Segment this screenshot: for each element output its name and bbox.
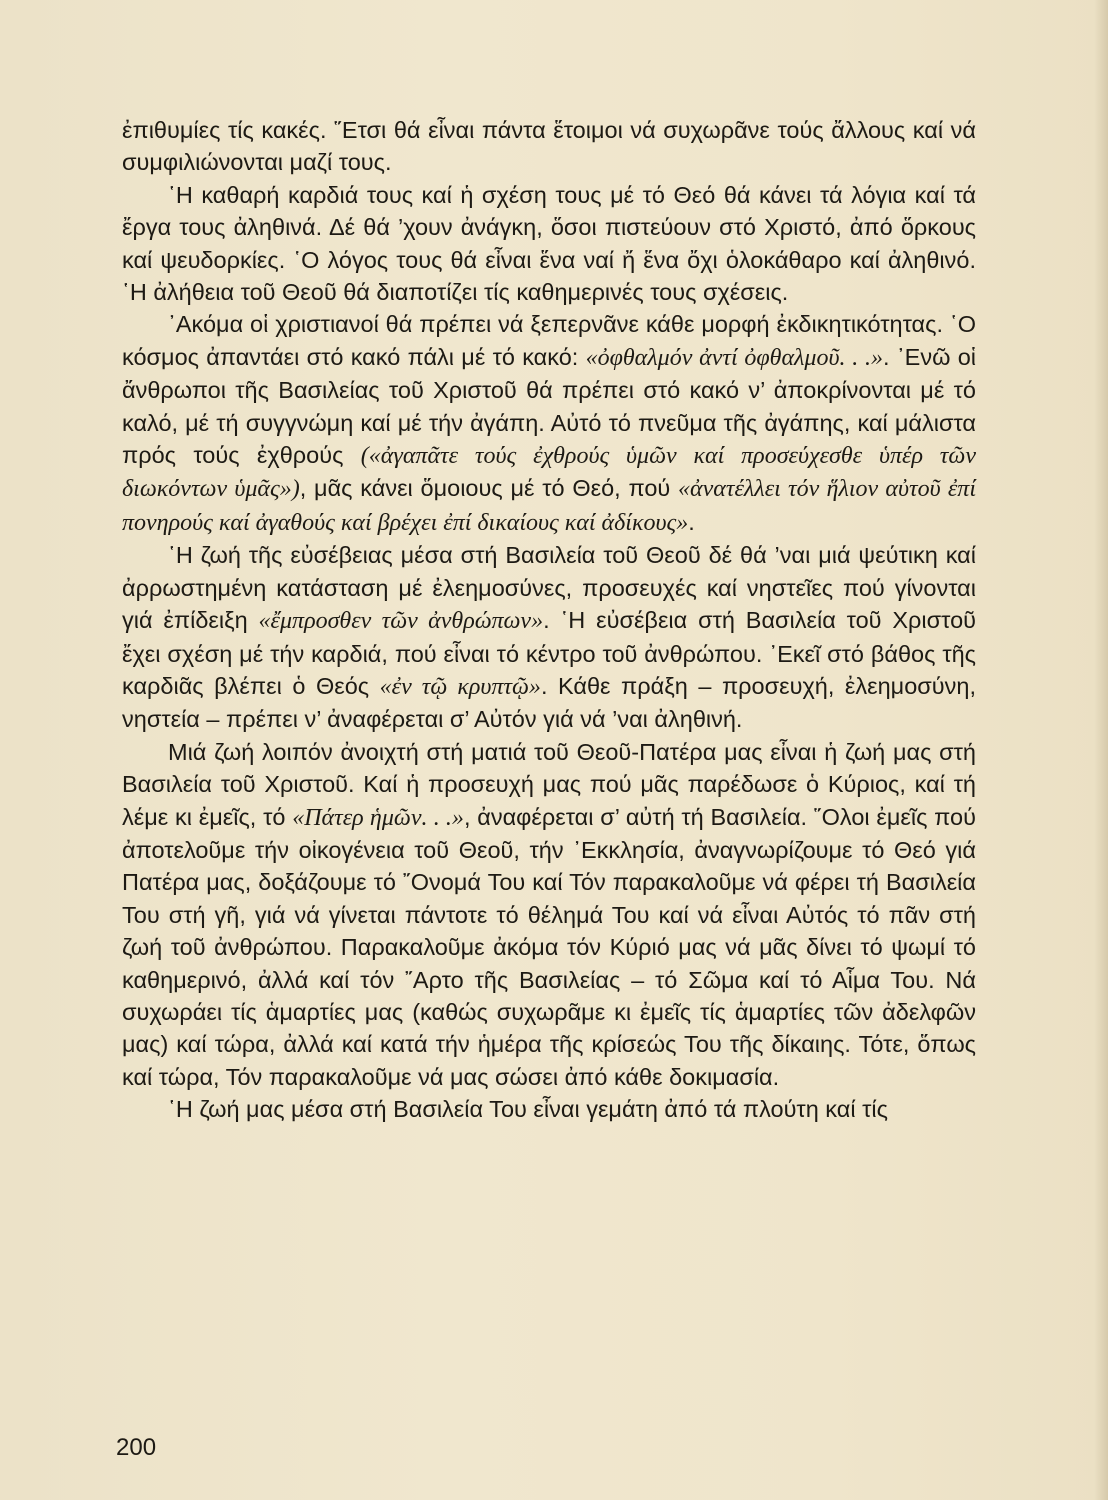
paragraph-1 [122,114,976,179]
text-segment: . ῾Η εὐσέβεια στή Βασιλεία τοῦ Χριστοῦ ἔχει σχέση μέ τήν καρδιά, πού εἶναι τό κέντρο τοῦ ἀνθρώπου. ᾿Εκεῖ στό βάθος τῆς καρδιᾶς βλέπει ὁ Θεός [122,607,976,699]
text-segment: ῾Η καθαρή καρδιά τους καί ἡ σχέση τους μέ τό Θεό θά κάνει τά λόγια καί τά ἔργα τους ἀληθινά. Δέ θά ’χουν ἀνάγκη, ὅσοι πιστεύουν στό Χριστό, ἀπό ὅρκους καί ψευδορκίες. ῾Ο λόγος τους θά εἶναι ἕνα ναί ἤ ἕνα ὄχι ὁλοκάθαρο καί ἀληθινό. ῾Η ἀλήθεια τοῦ Θεοῦ θά διαποτίζει τίς καθημερινές τους σχέσεις. [122,181,976,306]
italic-quote: «Πάτερ ἡμῶν. . .» [292,804,464,831]
italic-quote: «ἐν τῷ κρυπτῷ» [379,673,541,700]
text-segment: , ἀναφέρεται σ’ αὐτή τή Βασιλεία. ῞Ολοι ἐμεῖς πού ἀποτελοῦμε τήν οἰκογένεια τοῦ Θεοῦ, τήν ᾿Εκκλησία, ἀναγνωρίζουμε τό Θεό γιά Πατέρα μας, δοξάζουμε τό ῎Ονομά Του καί Τόν παρακαλοῦμε νά φέρει τή Βασιλεία Του στή γῆ, γιά νά γίνεται πάντοτε τό θέλημά Του καί νά εἶναι Αὐτός τό πᾶν στή ζωή τοῦ ἀνθρώπου. Παρακαλοῦμε ἀκόμα τόν Κύριό μας νά μᾶς δίνει τό ψωμί τό καθημερινό, ἀλλά καί τόν ῎Αρτο τῆς Βασιλείας – τό Σῶμα καί τό Αἷμα Του. Νά συχωράει τίς ἁμαρτίες μας (καθώς συχωρᾶμε κι ἐμεῖς τίς ἁμαρτίες τῶν ἀδελφῶν μας) καί τώρα, ἀλλά καί κατά τήν ἡμέρα τῆς κρίσεώς Του τῆς δίκαιης. Τότε, ὅπως καί τώρα, Τόν παρακαλοῦμε νά μας σώσει ἀπό κάθε δοκιμασία. [122,803,976,1090]
paragraph-2 [122,179,976,309]
page-edge-shadow [1094,0,1108,1500]
page-number: 200 [116,1434,157,1461]
paragraph-6 [122,1093,976,1125]
italic-quote: «ἀνατέλλει τόν ἥλιον αὐτοῦ ἐπί πονηρούς καί ἀγαθούς καί βρέχει ἐπί δικαίους καί ἀδίκους» [122,476,976,536]
text-segment: . Κάθε πράξη – προσευχή, ἐλεημοσύνη, νηστεία – πρέπει ν’ ἀναφέρεται σ’ Αὐτόν γιά νά ’ναι ἀληθινή. [122,672,976,733]
paragraph-3 [122,308,976,539]
italic-quote: «ἔμπροσθεν τῶν ἀνθρώπων» [258,608,544,635]
text-segment: , μᾶς κάνει ὅμοιους μέ τό Θεό, πού [299,475,679,502]
text-segment: ᾿Ακόμα οἱ χριστιανοί θά πρέπει νά ξεπερνᾶνε κάθε μορφή ἐκδικητικότητας. ῾Ο κόσμος ἀπαντάει στό κακό πάλι μέ τό κακό: [122,311,976,370]
text-segment: ῾Η ζωή μας μέσα στή Βασιλεία Του εἶναι γεμάτη ἀπό τά πλούτη καί τίς [168,1096,888,1123]
text-segment: . [688,508,695,535]
text-segment: . ᾿Ενῶ οἱ ἄνθρωποι τῆς Βασιλείας τοῦ Χριστοῦ θά πρέπει στό κακό ν’ ἀποκρίνονται μέ τό καλό, μέ τή συγγνώμη καί μέ τήν ἀγάπη. Αὐτό τό πνεῦμα τῆς ἀγάπης, καί μάλιστα πρός τούς ἐχθρούς [122,343,976,469]
text-segment: ῾Η ζωή τῆς εὐσέβειας μέσα στή Βασιλεία τοῦ Θεοῦ δέ θά ’ναι μιά ψεύτικη καί ἀρρωστημένη κατάσταση μέ ἐλεημοσύνες, προσευχές καί νηστεῖες πού γίνονται γιά ἐπίδειξη [122,542,976,634]
text-segment: Μιά ζωή λοιπόν ἀνοιχτή στή ματιά τοῦ Θεοῦ-Πατέρα μας εἶναι ἡ ζωή μας στή Βασιλεία τοῦ Χριστοῦ. Καί ἡ προσευχή μας πού μᾶς παρέδωσε ὁ Κύριος, καί τή λέμε κι ἐμεῖς, τό [122,738,976,830]
italic-quote: («ἀγαπᾶτε τούς ἐχθρούς ὑμῶν καί προσεύχεσθε ὑπέρ τῶν διωκόντων ὑμᾶς») [122,443,976,503]
paragraph-5 [122,736,976,1093]
body-text [122,114,976,1126]
italic-quote: «ὀφθαλμόν ἀντί ὀφθαλμοῦ. . .» [585,344,884,371]
paragraph-4 [122,539,976,735]
text-segment: ἐπιθυμίες τίς κακές. ῞Ετσι θά εἶναι πάντα ἕτοιμοι νά συχωρᾶνε τούς ἄλλους καί νά συμφιλιώνονται μαζί τους. [122,117,976,176]
